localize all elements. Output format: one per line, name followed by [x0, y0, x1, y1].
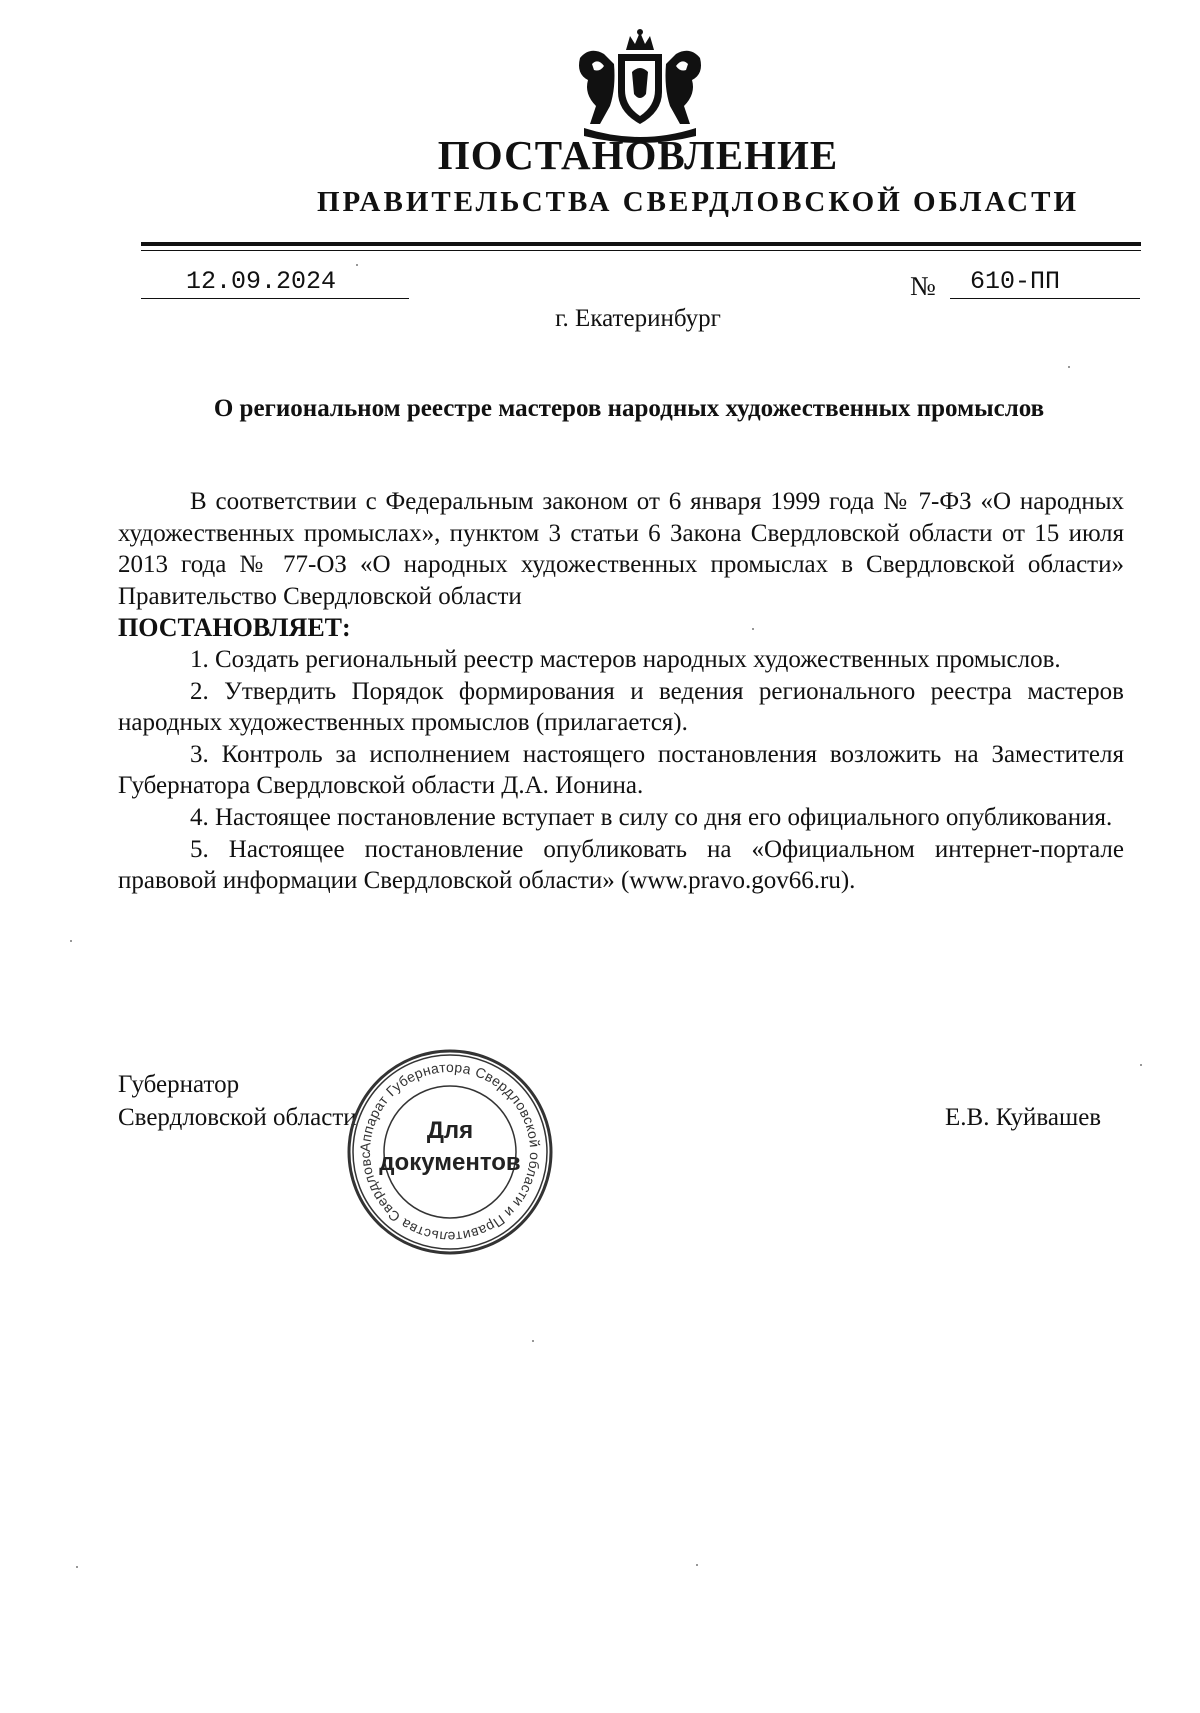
scan-speck — [1068, 366, 1070, 368]
decree-heading: ПОСТАНОВЛЯЕТ: — [118, 613, 351, 643]
svg-text:Аппарат Губернатора Свердловск: Аппарат Губернатора Свердловской области и Правительства Свердловс — [356, 1058, 544, 1246]
number-field — [950, 266, 1140, 299]
document-title: О региональном реестре мастеров народных художественных промыслов — [213, 395, 1045, 422]
stamp-center-line: Для — [426, 1117, 474, 1144]
scan-speck — [752, 628, 754, 630]
scan-speck — [532, 1340, 534, 1342]
preamble-paragraph: В соответствии с Федеральным законом от 6 января 1999 года № 7-ФЗ «О народных художественных промыслах», пунктом 3 статьи 6 Закона Свердловской области от 15 июля 2013 года № 77-ОЗ «О народных художественных промыслах в Свердловской области» Правительство Свердловской области — [118, 488, 1124, 610]
number-sign: № — [910, 271, 936, 301]
signer-name: Е.В. Куйвашев — [945, 1104, 1102, 1131]
issuer-heading: ПРАВИТЕЛЬСТВА СВЕРДЛОВСКОЙ ОБЛАСТИ — [316, 186, 1080, 218]
coat-of-arms-emblem — [570, 28, 710, 144]
stamp-center-text — [345, 1115, 555, 1179]
decree-item: 1. Создать региональный реестр мастеров народных художественных промыслов. — [190, 645, 1061, 673]
date-field — [141, 266, 409, 299]
header-rule-thin — [141, 250, 1141, 251]
decree-item: 4. Настоящее постановление вступает в силу со дня его официального опубликования. — [190, 803, 1113, 831]
stamp-center-line: документов — [379, 1149, 521, 1176]
decree-item: 5. Настоящее постановление опубликовать на «Официальном интернет-портале правовой информации Свердловской области» (www.pravo.gov66.ru). — [118, 835, 1124, 895]
signer-title-line: Свердловской области — [118, 1104, 357, 1131]
document-number: 610-ПП — [970, 267, 1061, 296]
signer-title-line: Губернатор — [118, 1071, 240, 1098]
scan-speck — [70, 940, 72, 942]
scan-speck — [1140, 1064, 1142, 1066]
scan-speck — [76, 1566, 78, 1568]
city-line: г. Екатеринбург — [555, 305, 721, 332]
scan-speck — [696, 1564, 698, 1566]
decree-item: 3. Контроль за исполнением настоящего постановления возложить на Заместителя Губернатора Свердловской области Д.А. Ионина. — [118, 740, 1124, 800]
document-type-heading: ПОСТАНОВЛЕНИЕ — [437, 132, 839, 178]
signer-title — [118, 1068, 357, 1134]
header-rule-thick — [141, 242, 1141, 246]
official-stamp — [345, 1047, 555, 1257]
document-date: 12.09.2024 — [186, 267, 337, 296]
scan-speck — [356, 264, 358, 266]
document-body — [118, 486, 1124, 897]
decree-item: 2. Утвердить Порядок формирования и ведения регионального реестра мастеров народных художественных промыслов (прилагается). — [118, 677, 1124, 737]
